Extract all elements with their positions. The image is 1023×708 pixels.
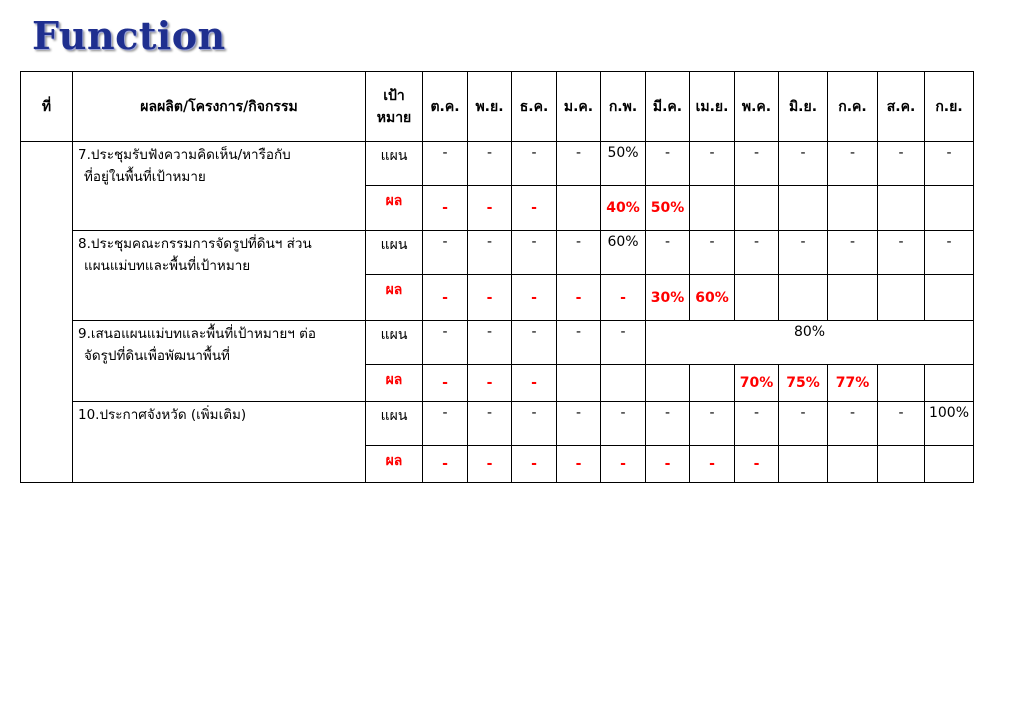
header-month: มิ.ย. xyxy=(779,72,828,142)
header-row xyxy=(21,72,974,142)
plan-cell: - xyxy=(779,402,828,446)
result-cell: - xyxy=(512,186,557,231)
result-cell: 50% xyxy=(646,186,690,231)
result-cell xyxy=(925,365,974,402)
header-month: ต.ค. xyxy=(423,72,468,142)
header-no: ที่ xyxy=(21,72,73,142)
plan-cell: - xyxy=(735,142,779,186)
plan-cell: 100% xyxy=(925,402,974,446)
plan-cell: - xyxy=(779,231,828,275)
header-month: พ.ย. xyxy=(468,72,512,142)
result-cell: - xyxy=(423,365,468,402)
plan-cell: - xyxy=(557,402,601,446)
header-month: ธ.ค. xyxy=(512,72,557,142)
activity-text: แผนแม่บทและพื้นที่เป้าหมาย xyxy=(84,258,251,274)
result-cell xyxy=(557,186,601,231)
result-label: ผล xyxy=(366,275,423,321)
result-cell: - xyxy=(601,446,646,483)
page-title: Function xyxy=(32,13,226,58)
plan-cell: - xyxy=(468,142,512,186)
plan-label: แผน xyxy=(366,321,423,365)
result-cell: - xyxy=(557,275,601,321)
result-cell: - xyxy=(646,446,690,483)
result-cell: - xyxy=(512,446,557,483)
plan-cell: 60% xyxy=(601,231,646,275)
header-month: พ.ค. xyxy=(735,72,779,142)
plan-cell: - xyxy=(828,142,878,186)
result-cell xyxy=(646,365,690,402)
row-number-cell xyxy=(21,142,73,483)
table-row-plan xyxy=(21,402,974,446)
header-month: ก.ค. xyxy=(828,72,878,142)
result-cell xyxy=(690,186,735,231)
result-cell: - xyxy=(512,275,557,321)
header-month: ก.ย. xyxy=(925,72,974,142)
result-cell: - xyxy=(423,275,468,321)
plan-cell: - xyxy=(735,402,779,446)
table-row-plan xyxy=(21,321,974,365)
plan-cell: - xyxy=(690,402,735,446)
result-cell xyxy=(925,275,974,321)
plan-cell: 50% xyxy=(601,142,646,186)
result-cell xyxy=(828,186,878,231)
plan-cell: - xyxy=(878,402,925,446)
result-cell xyxy=(779,186,828,231)
result-cell xyxy=(779,275,828,321)
plan-cell: - xyxy=(557,321,601,365)
activity-text: 7.ประชุมรับฟังความคิดเห็น/หารือกับ xyxy=(78,147,291,163)
table-row-plan xyxy=(21,142,974,186)
plan-cell: - xyxy=(512,231,557,275)
activity-cell xyxy=(73,402,366,483)
result-cell: - xyxy=(468,186,512,231)
result-cell: - xyxy=(468,365,512,402)
result-cell: - xyxy=(423,186,468,231)
header-month: เม.ย. xyxy=(690,72,735,142)
plan-cell: - xyxy=(468,231,512,275)
result-cell: 75% xyxy=(779,365,828,402)
header-target: เป้าหมาย xyxy=(366,72,423,142)
result-cell: - xyxy=(601,275,646,321)
plan-cell: - xyxy=(646,402,690,446)
plan-cell: - xyxy=(557,142,601,186)
result-cell xyxy=(925,446,974,483)
result-cell: 77% xyxy=(828,365,878,402)
result-cell xyxy=(735,186,779,231)
result-cell xyxy=(828,446,878,483)
plan-cell: - xyxy=(925,231,974,275)
result-cell: 60% xyxy=(690,275,735,321)
result-cell xyxy=(690,365,735,402)
result-cell: - xyxy=(557,446,601,483)
plan-cell: - xyxy=(828,231,878,275)
activity-cell xyxy=(73,142,366,231)
result-cell: - xyxy=(735,446,779,483)
plan-cell: - xyxy=(601,402,646,446)
plan-cell: - xyxy=(601,321,646,365)
activity-text: จัดรูปที่ดินเพื่อพัฒนาพื้นที่ xyxy=(84,348,230,364)
plan-label: แผน xyxy=(366,402,423,446)
result-cell: 70% xyxy=(735,365,779,402)
result-cell: - xyxy=(690,446,735,483)
plan-cell: - xyxy=(779,142,828,186)
plan-cell: - xyxy=(690,231,735,275)
table-row-plan xyxy=(21,231,974,275)
plan-cell: - xyxy=(878,231,925,275)
result-label: ผล xyxy=(366,365,423,402)
result-cell: - xyxy=(423,446,468,483)
result-cell: - xyxy=(512,365,557,402)
plan-cell: - xyxy=(925,142,974,186)
schedule-table xyxy=(20,71,974,483)
result-cell: 30% xyxy=(646,275,690,321)
activity-text: 10.ประกาศจังหวัด (เพิ่มเติม) xyxy=(78,407,247,423)
result-cell xyxy=(735,275,779,321)
plan-cell: - xyxy=(735,231,779,275)
result-cell xyxy=(925,186,974,231)
activity-cell xyxy=(73,231,366,321)
plan-cell: - xyxy=(690,142,735,186)
activity-text: 9.เสนอแผนแม่บทและพื้นที่เป้าหมายฯ ต่อ xyxy=(78,326,317,342)
activity-cell xyxy=(73,321,366,402)
result-label: ผล xyxy=(366,446,423,483)
plan-cell: - xyxy=(557,231,601,275)
plan-cell: - xyxy=(512,321,557,365)
result-cell xyxy=(828,275,878,321)
plan-label: แผน xyxy=(366,231,423,275)
plan-cell: - xyxy=(828,402,878,446)
result-cell xyxy=(878,275,925,321)
result-cell xyxy=(878,186,925,231)
result-cell: - xyxy=(468,275,512,321)
header-month: ก.พ. xyxy=(601,72,646,142)
plan-cell: - xyxy=(512,402,557,446)
result-cell xyxy=(779,446,828,483)
result-cell: - xyxy=(468,446,512,483)
plan-cell: - xyxy=(512,142,557,186)
header-activity: ผลผลิต/โครงการ/กิจกรรม xyxy=(73,72,366,142)
result-cell: 40% xyxy=(601,186,646,231)
result-cell xyxy=(878,365,925,402)
header-month: ม.ค. xyxy=(557,72,601,142)
plan-cell: - xyxy=(468,321,512,365)
plan-cell: - xyxy=(878,142,925,186)
plan-label: แผน xyxy=(366,142,423,186)
result-cell xyxy=(557,365,601,402)
header-month: ส.ค. xyxy=(878,72,925,142)
plan-merged-cell: 80% xyxy=(646,321,974,365)
header-month: มี.ค. xyxy=(646,72,690,142)
plan-cell: - xyxy=(468,402,512,446)
plan-cell: - xyxy=(423,402,468,446)
result-cell xyxy=(601,365,646,402)
plan-cell: - xyxy=(423,142,468,186)
plan-cell: - xyxy=(423,231,468,275)
result-label: ผล xyxy=(366,186,423,231)
plan-cell: - xyxy=(646,142,690,186)
result-cell xyxy=(878,446,925,483)
activity-text: ที่อยู่ในพื้นที่เป้าหมาย xyxy=(84,169,206,185)
plan-cell: - xyxy=(646,231,690,275)
activity-text: 8.ประชุมคณะกรรมการจัดรูปที่ดินฯ ส่วน xyxy=(78,236,312,252)
plan-cell: - xyxy=(423,321,468,365)
